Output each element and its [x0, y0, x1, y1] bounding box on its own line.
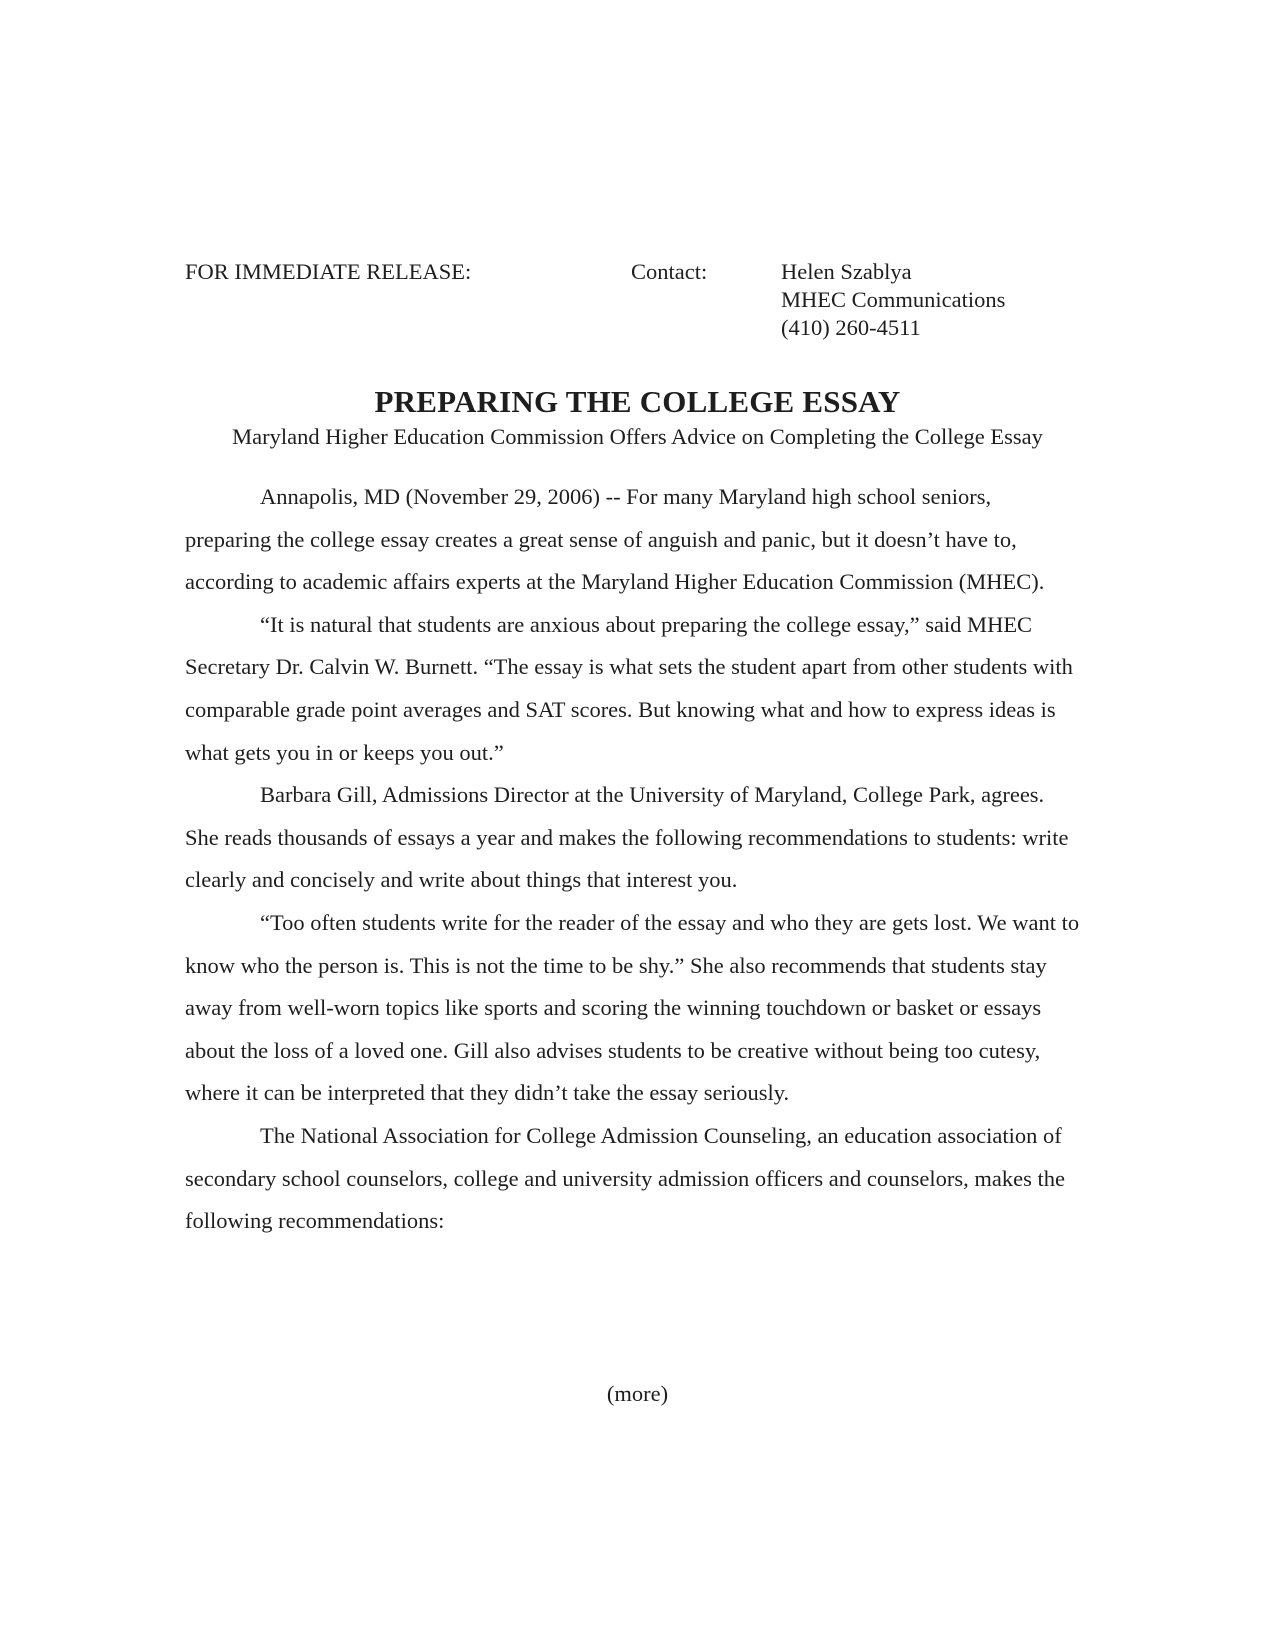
contact-organization: MHEC Communications [781, 287, 1006, 312]
contact-name: Helen Szablya [781, 259, 912, 284]
more-indicator: (more) [606, 1381, 669, 1406]
paragraph-5: The National Association for College Admission Counseling, an education association of secondary school counselors, college and university admission officers and counselors, makes the following recommendations: [185, 1122, 1065, 1234]
paragraph-2: “It is natural that students are anxious about preparing the college essay,” said MHEC Secretary Dr. Calvin W. Burnett. “The essay is what sets the student apart from other students with comparable grade point averages and SAT scores. But knowing what and how to express ideas is what gets you in or keeps you out.” [185, 611, 1073, 765]
contact-phone: (410) 260-4511 [781, 315, 921, 340]
paragraph-3: Barbara Gill, Admissions Director at the University of Maryland, College Park, agrees. She reads thousands of essays a year and makes the following recommendations to students: write clearly and concisely and write about things that interest you. [185, 782, 1069, 893]
document-subtitle: Maryland Higher Education Commission Offers Advice on Completing the College Essay [232, 424, 1043, 449]
document-title: PREPARING THE COLLEGE ESSAY [374, 384, 901, 419]
paragraph-4: “Too often students write for the reader of the essay and who they are gets lost. We want to know who the person is. This is not the time to be shy.” She also recommends that students stay away from well-worn topics like sports and scoring the winning touchdown or basket or essays about the loss of a loved one. Gill also advises students to be creative without being too cutesy, where it can be interpreted that they didn’t take the essay seriously. [185, 909, 1080, 1106]
body-text [185, 476, 1082, 1243]
release-label: FOR IMMEDIATE RELEASE: [185, 259, 472, 284]
contact-label: Contact: [631, 259, 708, 284]
paragraph-1: Annapolis, MD (November 29, 2006) -- For many Maryland high school seniors, preparing the college essay creates a great sense of anguish and panic, but it doesn’t have to, according to academic affairs experts at the Maryland Higher Education Commission (MHEC). [185, 484, 1045, 595]
contact-info [781, 258, 1005, 342]
